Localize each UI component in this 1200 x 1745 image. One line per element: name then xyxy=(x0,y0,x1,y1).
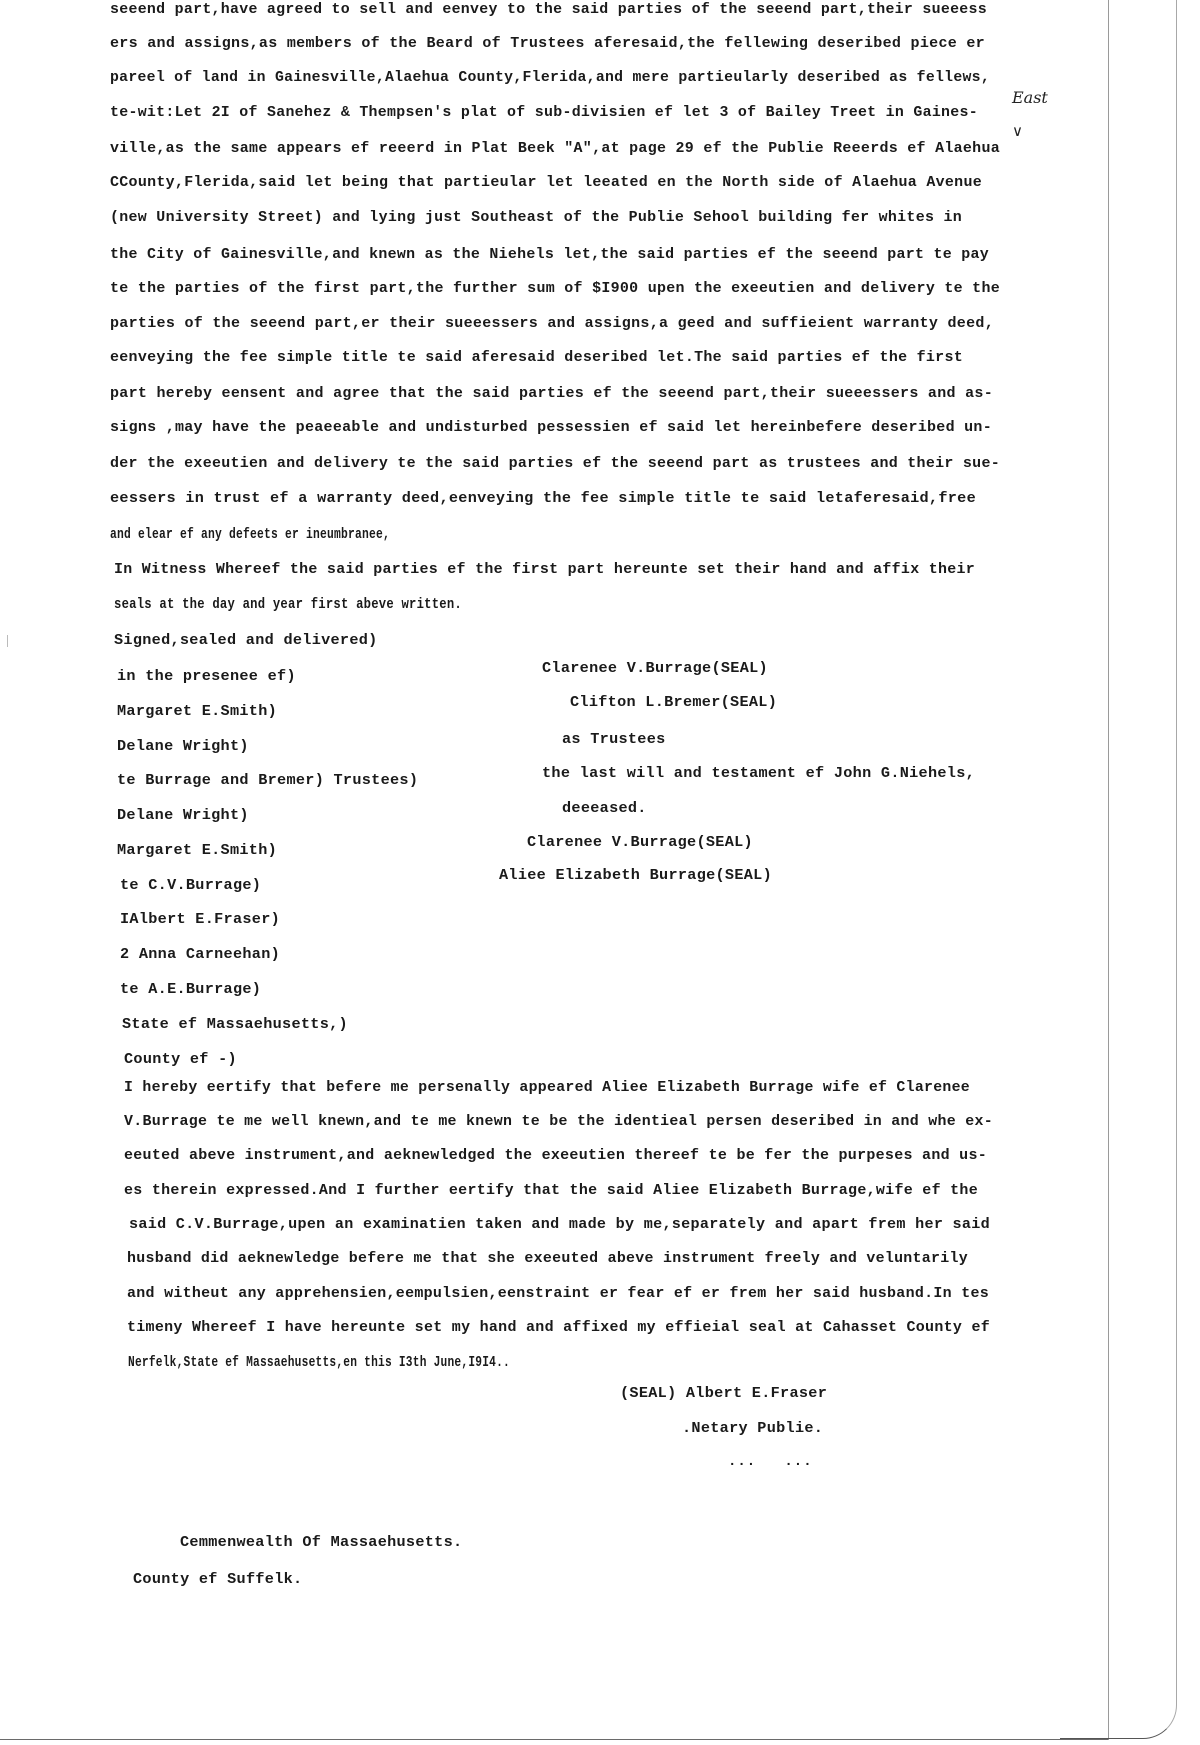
certificate-line: eeuted abeve instrument,and aeknewledged the exeeutien thereef te be fer the purpeses and us- xyxy=(124,1146,987,1164)
certificate-line: said C.V.Burrage,upen an examinatien taken and made by me,separately and apart frem her said xyxy=(129,1215,990,1233)
witness-line: Margaret E.Smith) xyxy=(117,702,278,720)
signature-line: Clarenee V.Burrage(SEAL) xyxy=(527,833,753,851)
body-line: signs ,may have the peaeeable and undisturbed pessessien ef said let hereinbefere deseribed un- xyxy=(110,418,992,436)
body-line: eessers in trust ef a warranty deed,eenveying the fee simple title te said letaferesaid,free xyxy=(110,489,976,507)
witness-line: Delane Wright) xyxy=(117,737,249,755)
signature-line: the last will and testament ef John G.Niehels, xyxy=(542,764,976,782)
certificate-line: Nerfelk,State ef Massaehusetts,en this I3th June,I9I4.. xyxy=(128,1353,510,1371)
footer-heading: Cemmenwealth Of Massaehusetts. xyxy=(180,1533,463,1551)
page-bottom-edge xyxy=(0,1739,1108,1740)
body-line: (new University Street) and lying just Southeast of the Publie Sehool building fer whites in xyxy=(110,208,962,226)
witness-line: County ef -) xyxy=(124,1050,237,1068)
signature-line: deeeased. xyxy=(562,799,647,817)
body-line: part hereby eensent and agree that the said parties ef the seeend part,their sueeessers and as- xyxy=(110,384,993,402)
witness-line: Delane Wright) xyxy=(117,806,249,824)
body-line: ville,as the same appears ef reeerd in Plat Beek "A",at page 29 ef the Publie Reeerds ef Alaehua xyxy=(110,139,1000,157)
body-line: CCounty,Flerida,said let being that partieular let leeated en the North side of Alaehua Avenue xyxy=(110,173,982,191)
witness-line: 2 Anna Carneehan) xyxy=(120,945,281,963)
signature-line: Clifton L.Bremer(SEAL) xyxy=(570,693,778,711)
insertion-caret-icon: ∨ xyxy=(1012,122,1023,140)
witness-line: Margaret E.Smith) xyxy=(117,841,278,859)
witness-line: te Burrage and Bremer) Trustees) xyxy=(117,771,419,789)
certificate-line: I hereby eertify that befere me persenally appeared Aliee Elizabeth Burrage wife ef Clarenee xyxy=(124,1078,970,1096)
certificate-line: timeny Whereef I have hereunte set my hand and affixed my effieial seal at Cahasset County ef xyxy=(127,1318,990,1336)
body-line: and elear ef any defeets er ineumbranee, xyxy=(110,525,390,543)
body-line: the City of Gainesville,and knewn as the Niehels let,the said parties ef the seeend part te pay xyxy=(110,245,989,263)
certificate-line: husband did aeknewledge befere me that she exeeuted abeve instrument freely and veluntarily xyxy=(127,1249,968,1267)
witness-line: in the presenee ef) xyxy=(117,667,296,685)
body-line: te the parties of the first part,the further sum of $I900 upen the exeeutien and delivery te the xyxy=(110,279,1000,297)
signature-line: Clarenee V.Burrage(SEAL) xyxy=(542,659,768,677)
witness-line: IAlbert E.Fraser) xyxy=(120,910,281,928)
certificate-line: and witheut any apprehensien,eempulsien,eenstraint er fear ef er frem her said husband.In tes xyxy=(127,1284,989,1302)
body-line: ers and assigns,as members of the Beard of Trustees aferesaid,the fellewing deseribed piece er xyxy=(110,34,985,52)
page-edge-border xyxy=(1060,0,1177,1739)
witness-line: Signed,sealed and delivered) xyxy=(114,631,378,649)
certificate-line: es therein expressed.And I further eertify that the said Aliee Elizabeth Burrage,wife ef the xyxy=(124,1181,978,1199)
signature-line: Aliee Elizabeth Burrage(SEAL) xyxy=(499,866,773,884)
witness-line: te A.E.Burrage) xyxy=(120,980,262,998)
witness-line: State ef Massaehusetts,) xyxy=(122,1015,348,1033)
body-line: seeend part,have agreed to sell and eenvey to the said parties of the seeend part,their sueeess xyxy=(110,0,987,18)
handwritten-annotation: East xyxy=(1012,88,1048,107)
signature-line: as Trustees xyxy=(562,730,666,748)
notary-title: .Netary Publie. xyxy=(682,1419,824,1437)
certificate-line: V.Burrage te me well knewn,and te me knewn te be the identieal persen deseribed in and whe ex- xyxy=(124,1112,993,1130)
witness-line: te C.V.Burrage) xyxy=(120,876,262,894)
notary-name: (SEAL) Albert E.Fraser xyxy=(620,1384,828,1402)
body-line: seals at the day and year first abeve written. xyxy=(114,595,462,613)
footer-county: County ef Suffelk. xyxy=(133,1570,303,1588)
body-line: te-wit:Let 2I of Sanehez & Thempsen's plat of sub-divisien ef let 3 of Bailey Treet in Gaines- xyxy=(110,103,978,121)
body-line: eenveying the fee simple title te said aferesaid deseribed let.The said parties ef the first xyxy=(110,348,963,366)
body-line: der the exeeutien and delivery te the said parties ef the seeend part as trustees and their sue- xyxy=(110,454,1000,472)
notary-dots: ... ... xyxy=(728,1454,813,1470)
body-line: parties of the seeend part,er their sueeessers and assigns,a geed and suffieient warranty deed, xyxy=(110,314,994,332)
body-line: In Witness Whereef the said parties ef the first part hereunte set their hand and affix their xyxy=(114,560,975,578)
margin-mark xyxy=(7,635,8,647)
body-line: pareel of land in Gainesville,Alaehua County,Flerida,and mere partieularly deseribed as fellews, xyxy=(110,68,990,86)
